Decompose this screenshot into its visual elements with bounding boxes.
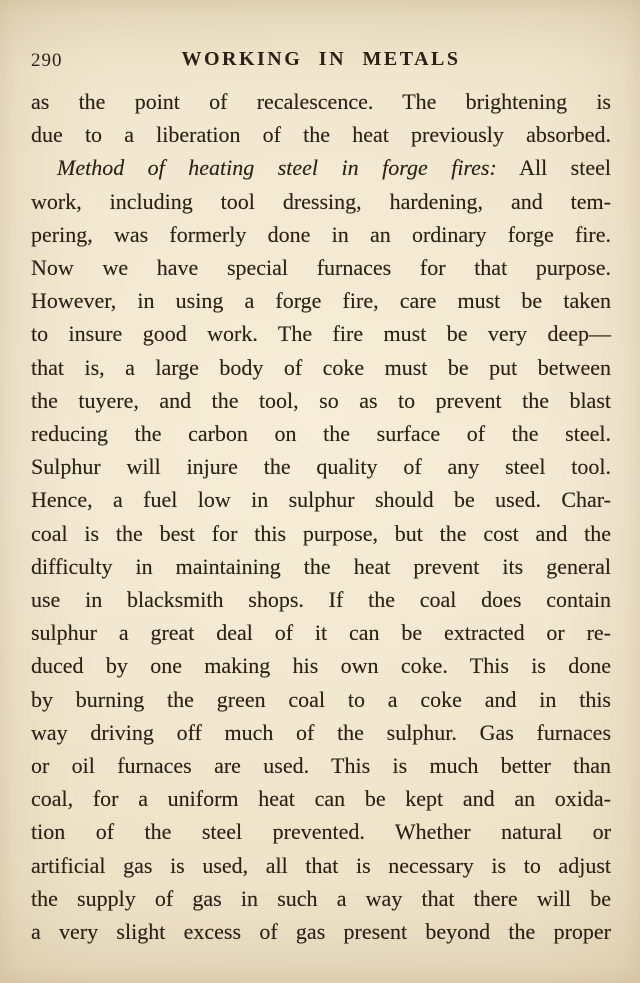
text-line xyxy=(31,251,611,284)
text-line xyxy=(31,915,611,948)
text-line xyxy=(31,683,611,716)
text-segment: tion of the steel prevented. Whether natural or xyxy=(31,819,611,845)
text-line xyxy=(31,85,611,118)
text-segment: use in blacksmith shops. If the coal does contain xyxy=(31,587,611,613)
text-line xyxy=(31,550,611,583)
text-line xyxy=(31,849,611,882)
text-line xyxy=(31,483,611,516)
text-line xyxy=(31,782,611,815)
text-segment: difficulty in maintaining the heat prevent its general xyxy=(31,553,611,579)
text-line xyxy=(31,351,611,384)
page-header xyxy=(31,48,611,74)
text-line xyxy=(31,284,611,317)
text-line xyxy=(31,616,611,649)
text-line xyxy=(31,185,611,218)
text-segment: reducing the carbon on the surface of the steel. xyxy=(31,421,611,447)
text-segment: the supply of gas in such a way that there will be xyxy=(31,885,611,911)
text-segment: However, in using a forge fire, care must be taken xyxy=(31,288,611,314)
text-segment: pering, was formerly done in an ordinary forge fire. xyxy=(31,221,611,247)
text-segment: that is, a large body of coke must be put between xyxy=(31,354,611,380)
text-line xyxy=(31,417,611,450)
text-segment: as the point of recalescence. The brightening is xyxy=(31,89,611,114)
text-line xyxy=(31,882,611,915)
text-segment: Hence, a fuel low in sulphur should be used. Char- xyxy=(31,487,611,513)
page-number: 290 xyxy=(31,50,63,71)
text-segment: Sulphur will injure the quality of any steel tool. xyxy=(31,454,611,480)
text-line xyxy=(31,384,611,417)
text-segment: sulphur a great deal of it can be extracted or re- xyxy=(31,620,611,646)
text-segment: to insure good work. The fire must be very deep— xyxy=(31,321,611,347)
text-segment: way driving off much of the sulphur. Gas furnaces xyxy=(31,719,611,745)
text-segment: the tuyere, and the tool, so as to prevent the blast xyxy=(31,387,611,413)
text-line xyxy=(31,218,611,251)
text-line xyxy=(31,749,611,782)
text-line xyxy=(31,151,611,184)
text-line xyxy=(31,716,611,749)
running-title: WORKING IN METALS xyxy=(181,48,461,70)
text-line xyxy=(31,317,611,350)
text-line xyxy=(31,118,611,151)
text-line xyxy=(31,517,611,550)
italic-text-segment: Method of heating steel in forge fires: xyxy=(57,155,497,181)
text-segment: duced by one making his own coke. This is done xyxy=(31,653,611,679)
text-segment: or oil furnaces are used. This is much better than xyxy=(31,753,611,779)
text-line xyxy=(31,815,611,848)
text-segment: artificial gas is used, all that is necessary is to adjust xyxy=(31,852,611,878)
text-line xyxy=(31,450,611,483)
text-segment: work, including tool dressing, hardening, and tem- xyxy=(31,188,611,214)
text-segment: a very slight excess of gas present beyond the proper xyxy=(31,919,611,945)
text-block xyxy=(31,85,611,948)
text-segment: All steel xyxy=(496,155,611,181)
text-segment: Now we have special furnaces for that purpose. xyxy=(31,255,611,281)
text-line xyxy=(31,649,611,682)
text-segment: coal, for a uniform heat can be kept and an oxida- xyxy=(31,786,611,812)
text-segment: coal is the best for this purpose, but the cost and the xyxy=(31,520,611,546)
text-segment: by burning the green coal to a coke and in this xyxy=(31,686,611,712)
text-segment: due to a liberation of the heat previously absorbed. xyxy=(31,122,611,148)
text-line xyxy=(31,583,611,616)
